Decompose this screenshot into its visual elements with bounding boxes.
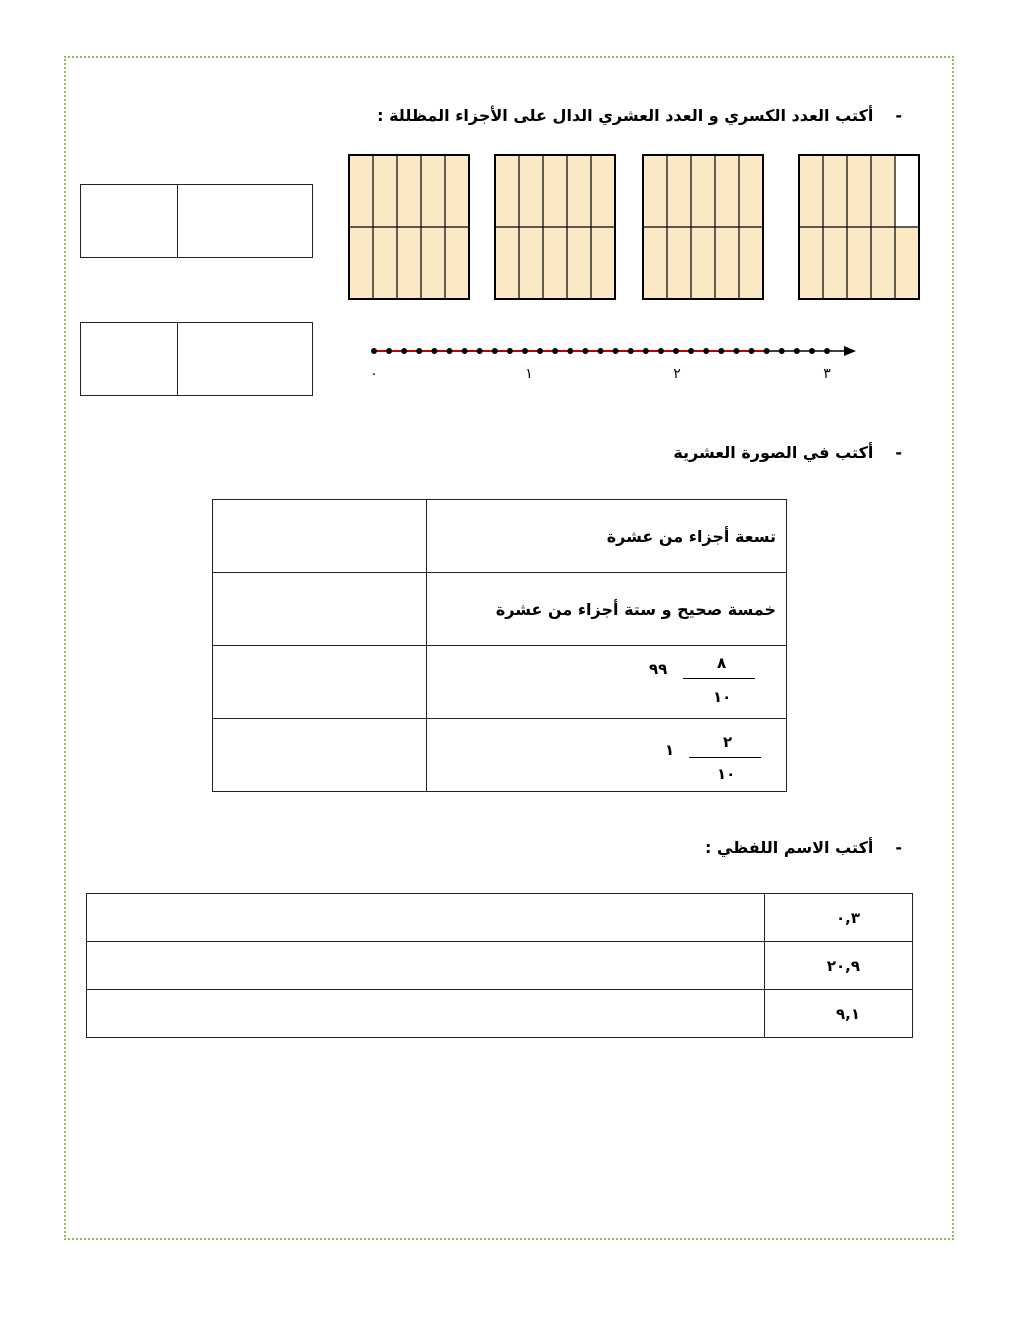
number-line-label-1: ١: [525, 366, 533, 382]
number-line-dot: [447, 348, 453, 354]
table-row: [213, 500, 787, 573]
number-line-dot: [794, 348, 800, 354]
section1-heading: [377, 106, 902, 125]
number-line-dot: [462, 348, 468, 354]
number-line-dot: [431, 348, 437, 354]
shaded-grid-1: [348, 154, 470, 300]
table-row: [87, 942, 913, 990]
number-line-dot: [764, 348, 770, 354]
decimal-cell: ٢٠,٩: [765, 942, 913, 990]
number-line-dot: [703, 348, 709, 354]
number-line-dot: [386, 348, 392, 354]
number-line: [360, 336, 870, 386]
answer-cell[interactable]: [213, 573, 427, 646]
answer-box-number-line[interactable]: [80, 322, 313, 396]
section3-title: أكتب الاسم اللفظي :: [705, 838, 874, 857]
shaded-grid-3: [642, 154, 764, 300]
verbal-answer-cell[interactable]: [87, 894, 765, 942]
answer-cell[interactable]: [213, 500, 427, 573]
number-line-dot: [628, 348, 634, 354]
number-line-label-3: ٣: [823, 366, 831, 382]
verbal-answer-cell[interactable]: [87, 990, 765, 1038]
word-cell: خمسة صحيح و ستة أجزاء من عشرة: [427, 573, 787, 646]
verbal-name-table: [86, 893, 913, 1038]
whole-number: ٩٩: [649, 660, 668, 678]
number-line-dot: [598, 348, 604, 354]
answer-box-divider: [177, 185, 178, 257]
number-line-dot: [809, 348, 815, 354]
answer-box-grid[interactable]: [80, 184, 313, 258]
section1-dash: -: [895, 106, 902, 125]
verbal-answer-cell[interactable]: [87, 942, 765, 990]
number-line-dot: [477, 348, 483, 354]
number-line-dot: [492, 348, 498, 354]
mixed-number-cell: [427, 719, 787, 792]
section2-title: أكتب في الصورة العشرية: [673, 443, 874, 462]
section3-dash: -: [895, 838, 902, 857]
fraction-bar: [683, 678, 755, 679]
shaded-grid-2: [494, 154, 616, 300]
decimal-cell: ٠,٣: [765, 894, 913, 942]
section2-heading: [673, 443, 902, 462]
denominator: ١٠: [717, 765, 736, 783]
whole-number: ١: [665, 741, 675, 759]
table-row: [87, 990, 913, 1038]
number-line-dot: [718, 348, 724, 354]
decimal-cell: ٩,١: [765, 990, 913, 1038]
answer-cell[interactable]: [213, 646, 427, 719]
table-row: [213, 719, 787, 792]
number-line-dot: [416, 348, 422, 354]
answer-cell[interactable]: [213, 719, 427, 792]
number-line-dot: [779, 348, 785, 354]
answer-box-divider: [177, 323, 178, 395]
table-row: [213, 646, 787, 719]
number-line-dot: [552, 348, 558, 354]
numerator: ٢: [723, 733, 733, 751]
number-line-dot: [749, 348, 755, 354]
mixed-number-cell: [427, 646, 787, 719]
number-line-dot: [643, 348, 649, 354]
number-line-dot: [522, 348, 528, 354]
number-line-dot: [507, 348, 513, 354]
number-line-label-2: ٢: [673, 366, 681, 382]
number-line-arrow: [844, 346, 856, 356]
number-line-dot: [733, 348, 739, 354]
number-line-label-0: ٠: [370, 366, 378, 382]
number-line-dot: [658, 348, 664, 354]
decimal-form-table: [212, 499, 787, 792]
section1-title: أكتب العدد الكسري و العدد العشري الدال على الأجزاء المظللة :: [377, 106, 874, 125]
fraction-bar: [689, 757, 761, 758]
number-line-dot: [401, 348, 407, 354]
number-line-dot: [582, 348, 588, 354]
number-line-dot: [371, 348, 377, 354]
number-line-dot: [688, 348, 694, 354]
numerator: ٨: [717, 654, 727, 672]
word-cell: تسعة أجزاء من عشرة: [427, 500, 787, 573]
number-line-dot: [537, 348, 543, 354]
number-line-dot: [673, 348, 679, 354]
denominator: ١٠: [713, 688, 732, 706]
shaded-grid-4: [798, 154, 920, 300]
section3-heading: [705, 838, 902, 857]
table-row: [87, 894, 913, 942]
number-line-dot: [824, 348, 830, 354]
table-row: [213, 573, 787, 646]
number-line-dot: [567, 348, 573, 354]
section2-dash: -: [895, 443, 902, 462]
number-line-dot: [613, 348, 619, 354]
